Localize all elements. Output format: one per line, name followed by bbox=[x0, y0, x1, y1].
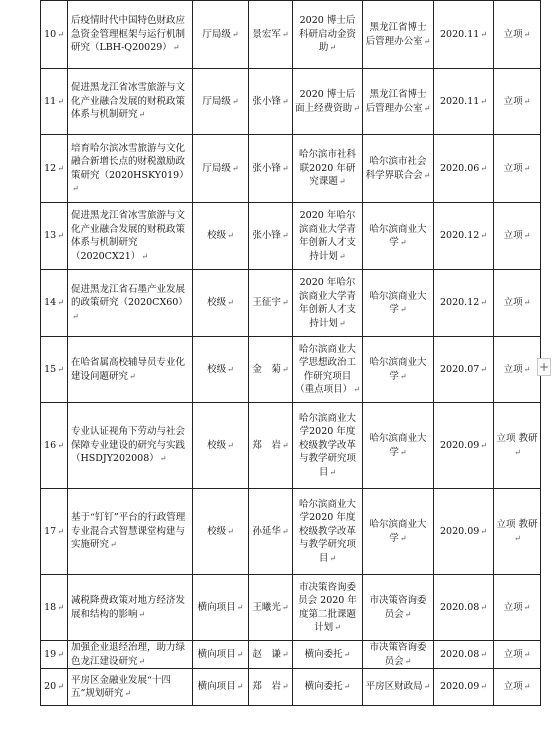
paragraph-mark-icon: ↵ bbox=[480, 298, 487, 308]
cell-org bbox=[363, 270, 434, 337]
paragraph-mark-icon: ↵ bbox=[227, 526, 234, 536]
cell-date bbox=[434, 1, 494, 69]
cell-level bbox=[193, 203, 249, 270]
paragraph-mark-icon: ↵ bbox=[281, 29, 289, 39]
paragraph-mark-icon: ↵ bbox=[57, 440, 64, 450]
cell-text: 横向项目 bbox=[197, 601, 236, 613]
cell-text: 立项 bbox=[503, 162, 523, 174]
cell-text: 横向委托 bbox=[304, 648, 343, 660]
cell-text: 2020 博士后科研启动金资助 bbox=[298, 15, 356, 54]
cell-text: 哈尔滨商业大学 bbox=[369, 223, 427, 248]
table-row bbox=[41, 403, 541, 489]
cell-no bbox=[41, 489, 68, 575]
cell-text: 2020.11 bbox=[440, 28, 480, 40]
paragraph-mark-icon: ↵ bbox=[138, 609, 146, 619]
cell-text: 哈尔滨商业大学 bbox=[369, 519, 427, 544]
cell-text: 黑龙江省博士后管理办公室 bbox=[365, 22, 427, 47]
paragraph-mark-icon: ↵ bbox=[57, 231, 64, 241]
paragraph-mark-icon: ↵ bbox=[281, 682, 289, 692]
cell-text: 2020.07 bbox=[440, 363, 480, 375]
cell-text: 市决策咨询委员会 2020 年度第二批课题计划 bbox=[298, 581, 357, 633]
paragraph-mark-icon: ↵ bbox=[480, 364, 487, 374]
paragraph-mark-icon: ↵ bbox=[72, 311, 79, 321]
paragraph-mark-icon: ↵ bbox=[523, 602, 531, 612]
paragraph-mark-icon: ↵ bbox=[124, 689, 132, 698]
cell-text: 10 bbox=[44, 28, 57, 40]
cell-source bbox=[293, 575, 363, 641]
cell-status bbox=[494, 270, 541, 337]
paragraph-mark-icon: ↵ bbox=[227, 364, 234, 374]
cell-no bbox=[41, 403, 68, 489]
paragraph-mark-icon: ↵ bbox=[329, 467, 337, 477]
paragraph-mark-icon: ↵ bbox=[281, 602, 289, 612]
paragraph-mark-icon: ↵ bbox=[281, 649, 289, 659]
cell-level bbox=[193, 270, 249, 337]
cell-text: 郑 岩 bbox=[252, 681, 281, 693]
cell-no bbox=[41, 69, 68, 135]
paragraph-mark-icon: ↵ bbox=[480, 163, 487, 173]
paragraph-mark-icon: ↵ bbox=[236, 682, 244, 692]
cell-text: 2020 年哈尔滨商业大学青年创新人才支持计划 bbox=[298, 277, 356, 329]
paragraph-mark-icon: ↵ bbox=[338, 318, 346, 328]
cell-text: 郑 岩 bbox=[252, 439, 281, 451]
cell-title bbox=[68, 403, 193, 489]
cell-org bbox=[363, 337, 434, 403]
cell-text: 专业认证视角下劳动与社会保障专业建设的研究与实践（HSDJY202008） bbox=[71, 426, 186, 465]
paragraph-mark-icon: ↵ bbox=[338, 177, 346, 187]
cell-text: 厅局级 bbox=[202, 162, 231, 174]
cell-text: 立项 bbox=[503, 363, 523, 375]
cell-source bbox=[293, 203, 363, 270]
cell-level bbox=[193, 489, 249, 575]
cell-date bbox=[434, 669, 494, 706]
table-row bbox=[41, 641, 541, 669]
cell-text: 立项 bbox=[503, 230, 523, 242]
cell-status bbox=[494, 669, 541, 706]
cell-text: 哈尔滨商业大学 bbox=[369, 357, 427, 382]
cell-text: 14 bbox=[44, 297, 57, 309]
cell-text: 2020 年哈尔滨商业大学青年创新人才支持计划 bbox=[298, 210, 356, 262]
paragraph-mark-icon: ↵ bbox=[480, 96, 487, 106]
cell-date bbox=[434, 337, 494, 403]
cell-text: 厅局级 bbox=[202, 28, 231, 40]
cell-status bbox=[494, 135, 541, 203]
paragraph-mark-icon: ↵ bbox=[523, 298, 531, 308]
cell-text: 17 bbox=[44, 525, 57, 537]
paragraph-mark-icon: ↵ bbox=[338, 251, 346, 261]
paragraph-mark-icon: ↵ bbox=[404, 656, 412, 666]
cell-title bbox=[68, 1, 193, 69]
cell-text: 11 bbox=[44, 95, 57, 107]
cell-text: 哈尔滨商业大学 bbox=[369, 290, 427, 315]
cell-text: 18 bbox=[44, 601, 57, 613]
paragraph-mark-icon: ↵ bbox=[138, 110, 146, 120]
paragraph-mark-icon: ↵ bbox=[159, 454, 167, 464]
cell-no bbox=[41, 135, 68, 203]
paragraph-mark-icon: ↵ bbox=[329, 553, 337, 563]
cell-text: 2020.09 bbox=[440, 681, 480, 693]
paragraph-mark-icon: ↵ bbox=[281, 231, 289, 241]
cell-text: 立项 bbox=[503, 681, 523, 693]
cell-level bbox=[193, 69, 249, 135]
cell-person bbox=[249, 69, 293, 135]
cell-text: 19 bbox=[44, 648, 57, 660]
paragraph-mark-icon: ↵ bbox=[404, 609, 412, 619]
paragraph-mark-icon: ↵ bbox=[399, 238, 407, 247]
add-row-button[interactable]: + bbox=[538, 360, 550, 374]
cell-level bbox=[193, 575, 249, 641]
cell-source bbox=[293, 69, 363, 135]
paragraph-mark-icon: ↵ bbox=[129, 371, 136, 381]
cell-source bbox=[293, 403, 363, 489]
cell-status bbox=[494, 575, 541, 641]
cell-no bbox=[41, 575, 68, 641]
cell-text: 校级 bbox=[207, 363, 227, 375]
cell-title bbox=[68, 669, 193, 706]
paragraph-mark-icon: ↵ bbox=[399, 371, 407, 381]
cell-title bbox=[68, 135, 193, 203]
paragraph-mark-icon: ↵ bbox=[523, 682, 531, 692]
cell-source bbox=[293, 337, 363, 403]
cell-text: 立项 教研 bbox=[496, 433, 538, 444]
cell-title bbox=[68, 337, 193, 403]
cell-text: 张小锋 bbox=[252, 230, 281, 242]
cell-text: 横向委托 bbox=[304, 681, 343, 693]
cell-text: 2020.09 bbox=[440, 439, 480, 451]
cell-org bbox=[363, 135, 434, 203]
cell-no bbox=[41, 337, 68, 403]
cell-text: 减税降费政策对地方经济发展和结构的影响 bbox=[71, 595, 186, 620]
cell-text: 王曦光 bbox=[252, 601, 281, 613]
cell-date bbox=[434, 575, 494, 641]
cell-person bbox=[249, 337, 293, 403]
cell-text: 基于“钉钉”平台的行政管理专业混合式智慧课堂构建与实施研究 bbox=[71, 512, 186, 551]
cell-text: 2020.06 bbox=[440, 162, 480, 174]
cell-text: 横向项目 bbox=[197, 681, 236, 693]
paragraph-mark-icon: ↵ bbox=[138, 656, 146, 666]
cell-text: 景宏军 bbox=[252, 28, 281, 40]
cell-source bbox=[293, 135, 363, 203]
cell-text: 金 菊 bbox=[252, 363, 281, 375]
table-row bbox=[41, 1, 541, 69]
cell-text: 2020 博士后面上经费资助 bbox=[295, 89, 356, 114]
cell-level bbox=[193, 669, 249, 706]
paragraph-mark-icon: ↵ bbox=[514, 447, 521, 457]
paragraph-mark-icon: ↵ bbox=[523, 96, 531, 106]
cell-date bbox=[434, 641, 494, 669]
cell-status bbox=[494, 203, 541, 270]
paragraph-mark-icon: ↵ bbox=[480, 231, 487, 241]
cell-text: 哈尔滨商业大学 bbox=[369, 433, 427, 458]
cell-level bbox=[193, 337, 249, 403]
paragraph-mark-icon: ↵ bbox=[334, 623, 341, 632]
paragraph-mark-icon: ↵ bbox=[57, 163, 64, 173]
cell-person bbox=[249, 669, 293, 706]
paragraph-mark-icon: ↵ bbox=[480, 602, 487, 612]
cell-title bbox=[68, 203, 193, 270]
cell-text: 校级 bbox=[207, 297, 227, 309]
cell-text: 校级 bbox=[207, 230, 227, 242]
paragraph-mark-icon: ↵ bbox=[423, 682, 431, 692]
paragraph-mark-icon: ↵ bbox=[141, 251, 149, 261]
cell-text: 市决策咨询委员会 bbox=[369, 642, 427, 667]
cell-text: 赵 谦 bbox=[252, 648, 281, 660]
cell-text: 2020.09 bbox=[440, 525, 480, 537]
paragraph-mark-icon: ↵ bbox=[480, 526, 487, 536]
paragraph-mark-icon: ↵ bbox=[236, 649, 244, 659]
cell-text: 2020.08 bbox=[440, 601, 480, 613]
cell-source bbox=[293, 669, 363, 706]
cell-text: 横向项目 bbox=[197, 648, 236, 660]
cell-text: 促进黑龙江省冰雪旅游与文化产业融合发展的财税政策体系与机制研究（2020CX21） bbox=[71, 210, 186, 262]
cell-level bbox=[193, 403, 249, 489]
cell-status bbox=[494, 403, 541, 489]
cell-status bbox=[494, 69, 541, 135]
cell-person bbox=[249, 203, 293, 270]
cell-text: 促进黑龙江省冰雪旅游与文化产业融合发展的财税政策体系与机制研究 bbox=[71, 82, 186, 121]
cell-status bbox=[494, 489, 541, 575]
paragraph-mark-icon: ↵ bbox=[172, 43, 180, 53]
cell-no bbox=[41, 270, 68, 337]
cell-text: 平房区金融业发展“十四五”规划研究 bbox=[71, 674, 171, 699]
paragraph-mark-icon: ↵ bbox=[281, 298, 289, 308]
cell-status bbox=[494, 337, 541, 403]
cell-org bbox=[363, 1, 434, 69]
paragraph-mark-icon: ↵ bbox=[57, 682, 64, 692]
cell-person bbox=[249, 1, 293, 69]
cell-source bbox=[293, 1, 363, 69]
cell-text: 13 bbox=[44, 230, 57, 242]
paragraph-mark-icon: ↵ bbox=[343, 649, 351, 659]
cell-source bbox=[293, 270, 363, 337]
cell-text: 市决策咨询委员会 bbox=[369, 595, 427, 620]
paragraph-mark-icon: ↵ bbox=[281, 440, 289, 450]
paragraph-mark-icon: ↵ bbox=[57, 29, 64, 39]
cell-text: 哈尔滨商业大学2020 年度校级教学改革与教学研究项目 bbox=[298, 498, 356, 564]
paragraph-mark-icon: ↵ bbox=[281, 163, 289, 173]
paragraph-mark-icon: ↵ bbox=[281, 96, 289, 106]
table-row bbox=[41, 203, 541, 270]
paragraph-mark-icon: ↵ bbox=[399, 533, 407, 543]
cell-text: 2020.11 bbox=[440, 95, 480, 107]
table-body bbox=[41, 1, 541, 706]
cell-text: 校级 bbox=[207, 439, 227, 451]
cell-status bbox=[494, 641, 541, 669]
cell-org bbox=[363, 669, 434, 706]
paragraph-mark-icon: ↵ bbox=[57, 649, 64, 659]
table-row bbox=[41, 575, 541, 641]
cell-text: 培育哈尔滨冰雪旅游与文化融合新增长点的财税激励政策研究（2020HSKY019） bbox=[71, 142, 189, 181]
paragraph-mark-icon: ↵ bbox=[343, 682, 351, 692]
cell-person bbox=[249, 135, 293, 203]
paragraph-mark-icon: ↵ bbox=[57, 526, 64, 536]
cell-text: 加强企业退经治理，助力绿色龙江建设研究 bbox=[71, 642, 186, 667]
paragraph-mark-icon: ↵ bbox=[231, 29, 239, 39]
paragraph-mark-icon: ↵ bbox=[523, 364, 531, 374]
paragraph-mark-icon: ↵ bbox=[57, 298, 64, 308]
cell-text: 校级 bbox=[207, 525, 227, 537]
cell-title bbox=[68, 575, 193, 641]
cell-text: 在哈省属高校辅导员专业化建设问题研究 bbox=[71, 357, 186, 382]
cell-text: 立项 bbox=[503, 297, 523, 309]
table-row bbox=[41, 489, 541, 575]
paragraph-mark-icon: ↵ bbox=[523, 29, 531, 39]
paragraph-mark-icon: ↵ bbox=[523, 231, 531, 241]
cell-text: 16 bbox=[44, 439, 57, 451]
paragraph-mark-icon: ↵ bbox=[399, 447, 407, 457]
paragraph-mark-icon: ↵ bbox=[423, 170, 431, 180]
cell-level bbox=[193, 1, 249, 69]
cell-text: 哈尔滨市社会科学界联合会 bbox=[365, 156, 427, 181]
cell-text: 后疫情时代中国特色财政应急资金管理框架与运行机制研究（LBH-Q20029） bbox=[71, 15, 186, 54]
cell-org bbox=[363, 489, 434, 575]
cell-title bbox=[68, 69, 193, 135]
paragraph-mark-icon: ↵ bbox=[399, 305, 407, 314]
cell-org bbox=[363, 203, 434, 270]
paragraph-mark-icon: ↵ bbox=[236, 602, 244, 612]
table-row bbox=[41, 669, 541, 706]
paragraph-mark-icon: ↵ bbox=[329, 43, 337, 53]
paragraph-mark-icon: ↵ bbox=[231, 96, 239, 106]
cell-text: 促进黑龙江省石墨产业发展的政策研究（2020CX60） bbox=[71, 283, 188, 309]
cell-text: 平房区财政局 bbox=[365, 681, 423, 693]
cell-text: 立项 bbox=[503, 648, 523, 660]
cell-text: 立项 bbox=[503, 601, 523, 613]
cell-source bbox=[293, 641, 363, 669]
cell-date bbox=[434, 489, 494, 575]
paragraph-mark-icon: ↵ bbox=[227, 231, 234, 241]
cell-text: 2020.12 bbox=[440, 230, 480, 242]
paragraph-mark-icon: ↵ bbox=[281, 526, 289, 536]
paragraph-mark-icon: ↵ bbox=[353, 385, 360, 394]
cell-level bbox=[193, 641, 249, 669]
cell-text: 15 bbox=[44, 363, 57, 375]
paragraph-mark-icon: ↵ bbox=[110, 540, 117, 550]
paragraph-mark-icon: ↵ bbox=[57, 96, 64, 106]
cell-level bbox=[193, 135, 249, 203]
cell-date bbox=[434, 203, 494, 270]
paragraph-mark-icon: ↵ bbox=[480, 440, 487, 450]
cell-title bbox=[68, 641, 193, 669]
cell-text: 20 bbox=[44, 681, 57, 693]
cell-org bbox=[363, 641, 434, 669]
cell-no bbox=[41, 1, 68, 69]
paragraph-mark-icon: ↵ bbox=[423, 103, 431, 113]
cell-status bbox=[494, 1, 541, 69]
cell-text: 哈尔滨商业大学思想政治工作研究项目（重点项目） bbox=[295, 343, 356, 395]
cell-title bbox=[68, 270, 193, 337]
cell-text: 张小锋 bbox=[252, 162, 281, 174]
cell-no bbox=[41, 203, 68, 270]
cell-text: 立项 教研 bbox=[496, 519, 538, 530]
table-row bbox=[41, 337, 541, 403]
cell-date bbox=[434, 69, 494, 135]
paragraph-mark-icon: ↵ bbox=[231, 163, 239, 173]
table-row bbox=[41, 135, 541, 203]
cell-text: 张小锋 bbox=[252, 95, 281, 107]
cell-text: 立项 bbox=[503, 95, 523, 107]
paragraph-mark-icon: ↵ bbox=[72, 184, 79, 193]
paragraph-mark-icon: ↵ bbox=[523, 163, 531, 173]
cell-person bbox=[249, 403, 293, 489]
cell-no bbox=[41, 669, 68, 706]
cell-text: 哈尔滨商业大学2020 年度校级教学改革与教学研究项目 bbox=[298, 412, 356, 478]
cell-date bbox=[434, 135, 494, 203]
cell-text: 12 bbox=[44, 162, 57, 174]
paragraph-mark-icon: ↵ bbox=[423, 36, 431, 46]
paragraph-mark-icon: ↵ bbox=[281, 364, 289, 374]
paragraph-mark-icon: ↵ bbox=[227, 440, 234, 450]
cell-org bbox=[363, 403, 434, 489]
cell-source bbox=[293, 489, 363, 575]
table-row bbox=[41, 69, 541, 135]
cell-text: 黑龙江省博士后管理办公室 bbox=[365, 89, 427, 114]
document-sheet bbox=[40, 0, 541, 706]
paragraph-mark-icon: ↵ bbox=[57, 364, 64, 374]
paragraph-mark-icon: ↵ bbox=[353, 103, 360, 113]
cell-text: 2020.12 bbox=[440, 297, 480, 309]
cell-person bbox=[249, 575, 293, 641]
cell-date bbox=[434, 403, 494, 489]
projects-table bbox=[40, 0, 541, 706]
paragraph-mark-icon: ↵ bbox=[480, 682, 487, 692]
paragraph-mark-icon: ↵ bbox=[480, 29, 487, 39]
cell-date bbox=[434, 270, 494, 337]
paragraph-mark-icon: ↵ bbox=[480, 649, 487, 659]
cell-person bbox=[249, 270, 293, 337]
cell-person bbox=[249, 489, 293, 575]
cell-text: 2020.08 bbox=[440, 648, 480, 660]
cell-no bbox=[41, 641, 68, 669]
paragraph-mark-icon: ↵ bbox=[227, 298, 234, 308]
cell-text: 哈尔滨市社科联2020 年研究课题 bbox=[298, 149, 356, 188]
paragraph-mark-icon: ↵ bbox=[514, 533, 521, 543]
cell-text: 厅局级 bbox=[202, 95, 231, 107]
paragraph-mark-icon: ↵ bbox=[523, 649, 531, 659]
paragraph-mark-icon: ↵ bbox=[57, 602, 64, 612]
cell-text: 孙延华 bbox=[252, 525, 281, 537]
table-row bbox=[41, 270, 541, 337]
cell-person bbox=[249, 641, 293, 669]
cell-text: 王征宇 bbox=[252, 297, 281, 309]
cell-org bbox=[363, 69, 434, 135]
cell-title bbox=[68, 489, 193, 575]
cell-org bbox=[363, 575, 434, 641]
cell-text: 立项 bbox=[503, 28, 523, 40]
